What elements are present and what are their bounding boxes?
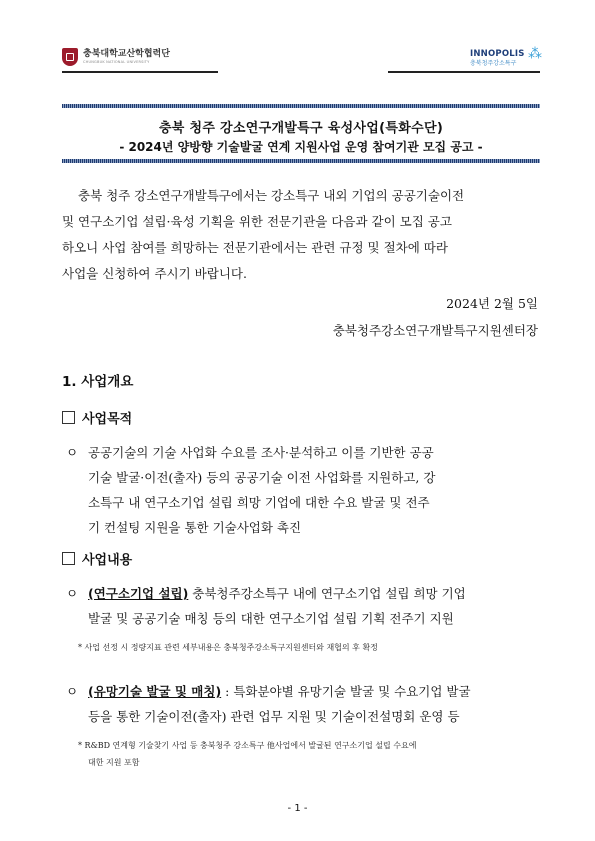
intro-paragraph (62, 183, 540, 287)
item-text: 등을 통한 기술이전(출자) 관련 업무 지원 및 기술이전설명회 운영 등 (88, 709, 460, 724)
item-label: (유망기술 발굴 및 매칭) (88, 684, 222, 699)
page-number: - 1 - (287, 803, 308, 814)
document-subtitle: - 2024년 양방향 기술발굴 연계 지원사업 운영 참여기관 모집 공고 - (119, 140, 483, 154)
content-item-lab-company (66, 581, 536, 631)
subsection-title: 사업목적 (82, 412, 133, 427)
checkbox-square-icon (62, 411, 75, 424)
purpose-line: 기 컨설팅 지원을 통한 기술사업화 촉진 (88, 520, 302, 535)
innopolis-logo (470, 46, 542, 67)
subsection-heading-content (62, 549, 132, 568)
purpose-line: 소특구 내 연구소기업 설립 희망 기업에 대한 수요 발굴 및 전주 (88, 495, 430, 510)
subsection-heading-purpose (62, 408, 132, 427)
footnote: 대한 지원 포함 (88, 758, 140, 767)
checkbox-square-icon (62, 552, 75, 565)
intro-line: 및 연구소기업 설립·육성 기획을 위한 전문기관을 다음과 같이 모집 공고 (62, 214, 452, 229)
footnote: * 사업 선정 시 정량지표 관련 세부내용은 충북청주강소특구지원센터와 재협의 후 확정 (78, 643, 378, 652)
purpose-bullet (66, 440, 536, 540)
content-item-promising-tech (66, 679, 536, 729)
item-text: 충북청주강소특구 내에 연구소기업 설립 희망 기업 (188, 586, 466, 601)
document-title: 충북 청주 강소연구개발특구 육성사업(특화수단) (158, 121, 444, 136)
header-rule-right (388, 71, 540, 73)
university-emblem-icon (62, 48, 78, 66)
issuing-organization: 충북청주강소연구개발특구지원센터장 (332, 323, 538, 338)
header-rule-left (62, 71, 218, 73)
cbnu-logo (62, 48, 170, 66)
title-band-bottom (62, 159, 540, 163)
purpose-line: 공공기술의 기술 사업화 수요를 조사·분석하고 이를 기반한 공공 (88, 445, 434, 460)
bullet-mark: ㅇ (66, 586, 79, 601)
innopolis-logo-subtext: 충북청주강소특구 (470, 59, 517, 67)
section-heading: 1. 사업개요 (62, 374, 134, 390)
announcement-date: 2024년 2월 5일 (446, 296, 538, 311)
item-text: 발굴 및 공공기술 매칭 등의 대한 연구소기업 설립 기획 전주기 지원 (88, 611, 454, 626)
purpose-line: 기술 발굴·이전(출자) 등의 공공기술 이전 사업화를 지원하고, 강 (88, 470, 436, 485)
item-label: (연구소기업 설립) (88, 586, 189, 601)
cbnu-logo-text: 충북대학교산학협력단 (83, 48, 170, 59)
bullet-mark: ㅇ (66, 445, 79, 460)
innopolis-figure-icon: ⁂ (528, 46, 542, 62)
bullet-mark: ㅇ (66, 684, 79, 699)
intro-line: 사업을 신청하여 주시기 바랍니다. (62, 266, 247, 281)
cbnu-logo-subtext: CHUNGBUK NATIONAL UNIVERSITY (83, 59, 150, 64)
item-text: : 특화분야별 유망기술 발굴 및 수요기업 발굴 (221, 684, 471, 699)
footnote: * R&BD 연계형 기술찾기 사업 등 충북청주 강소특구 他사업에서 발굴된 연구소기업 설립 수요에 (78, 741, 417, 750)
innopolis-logo-text: INNOPOLIS (470, 49, 525, 59)
intro-line: 충북 청주 강소연구개발특구에서는 강소특구 내외 기업의 공공기술이전 (78, 188, 465, 203)
intro-line: 하오니 사업 참여를 희망하는 전문기관에서는 관련 규정 및 절차에 따라 (62, 240, 448, 255)
subsection-title: 사업내용 (82, 553, 133, 568)
title-band-top (62, 104, 540, 108)
